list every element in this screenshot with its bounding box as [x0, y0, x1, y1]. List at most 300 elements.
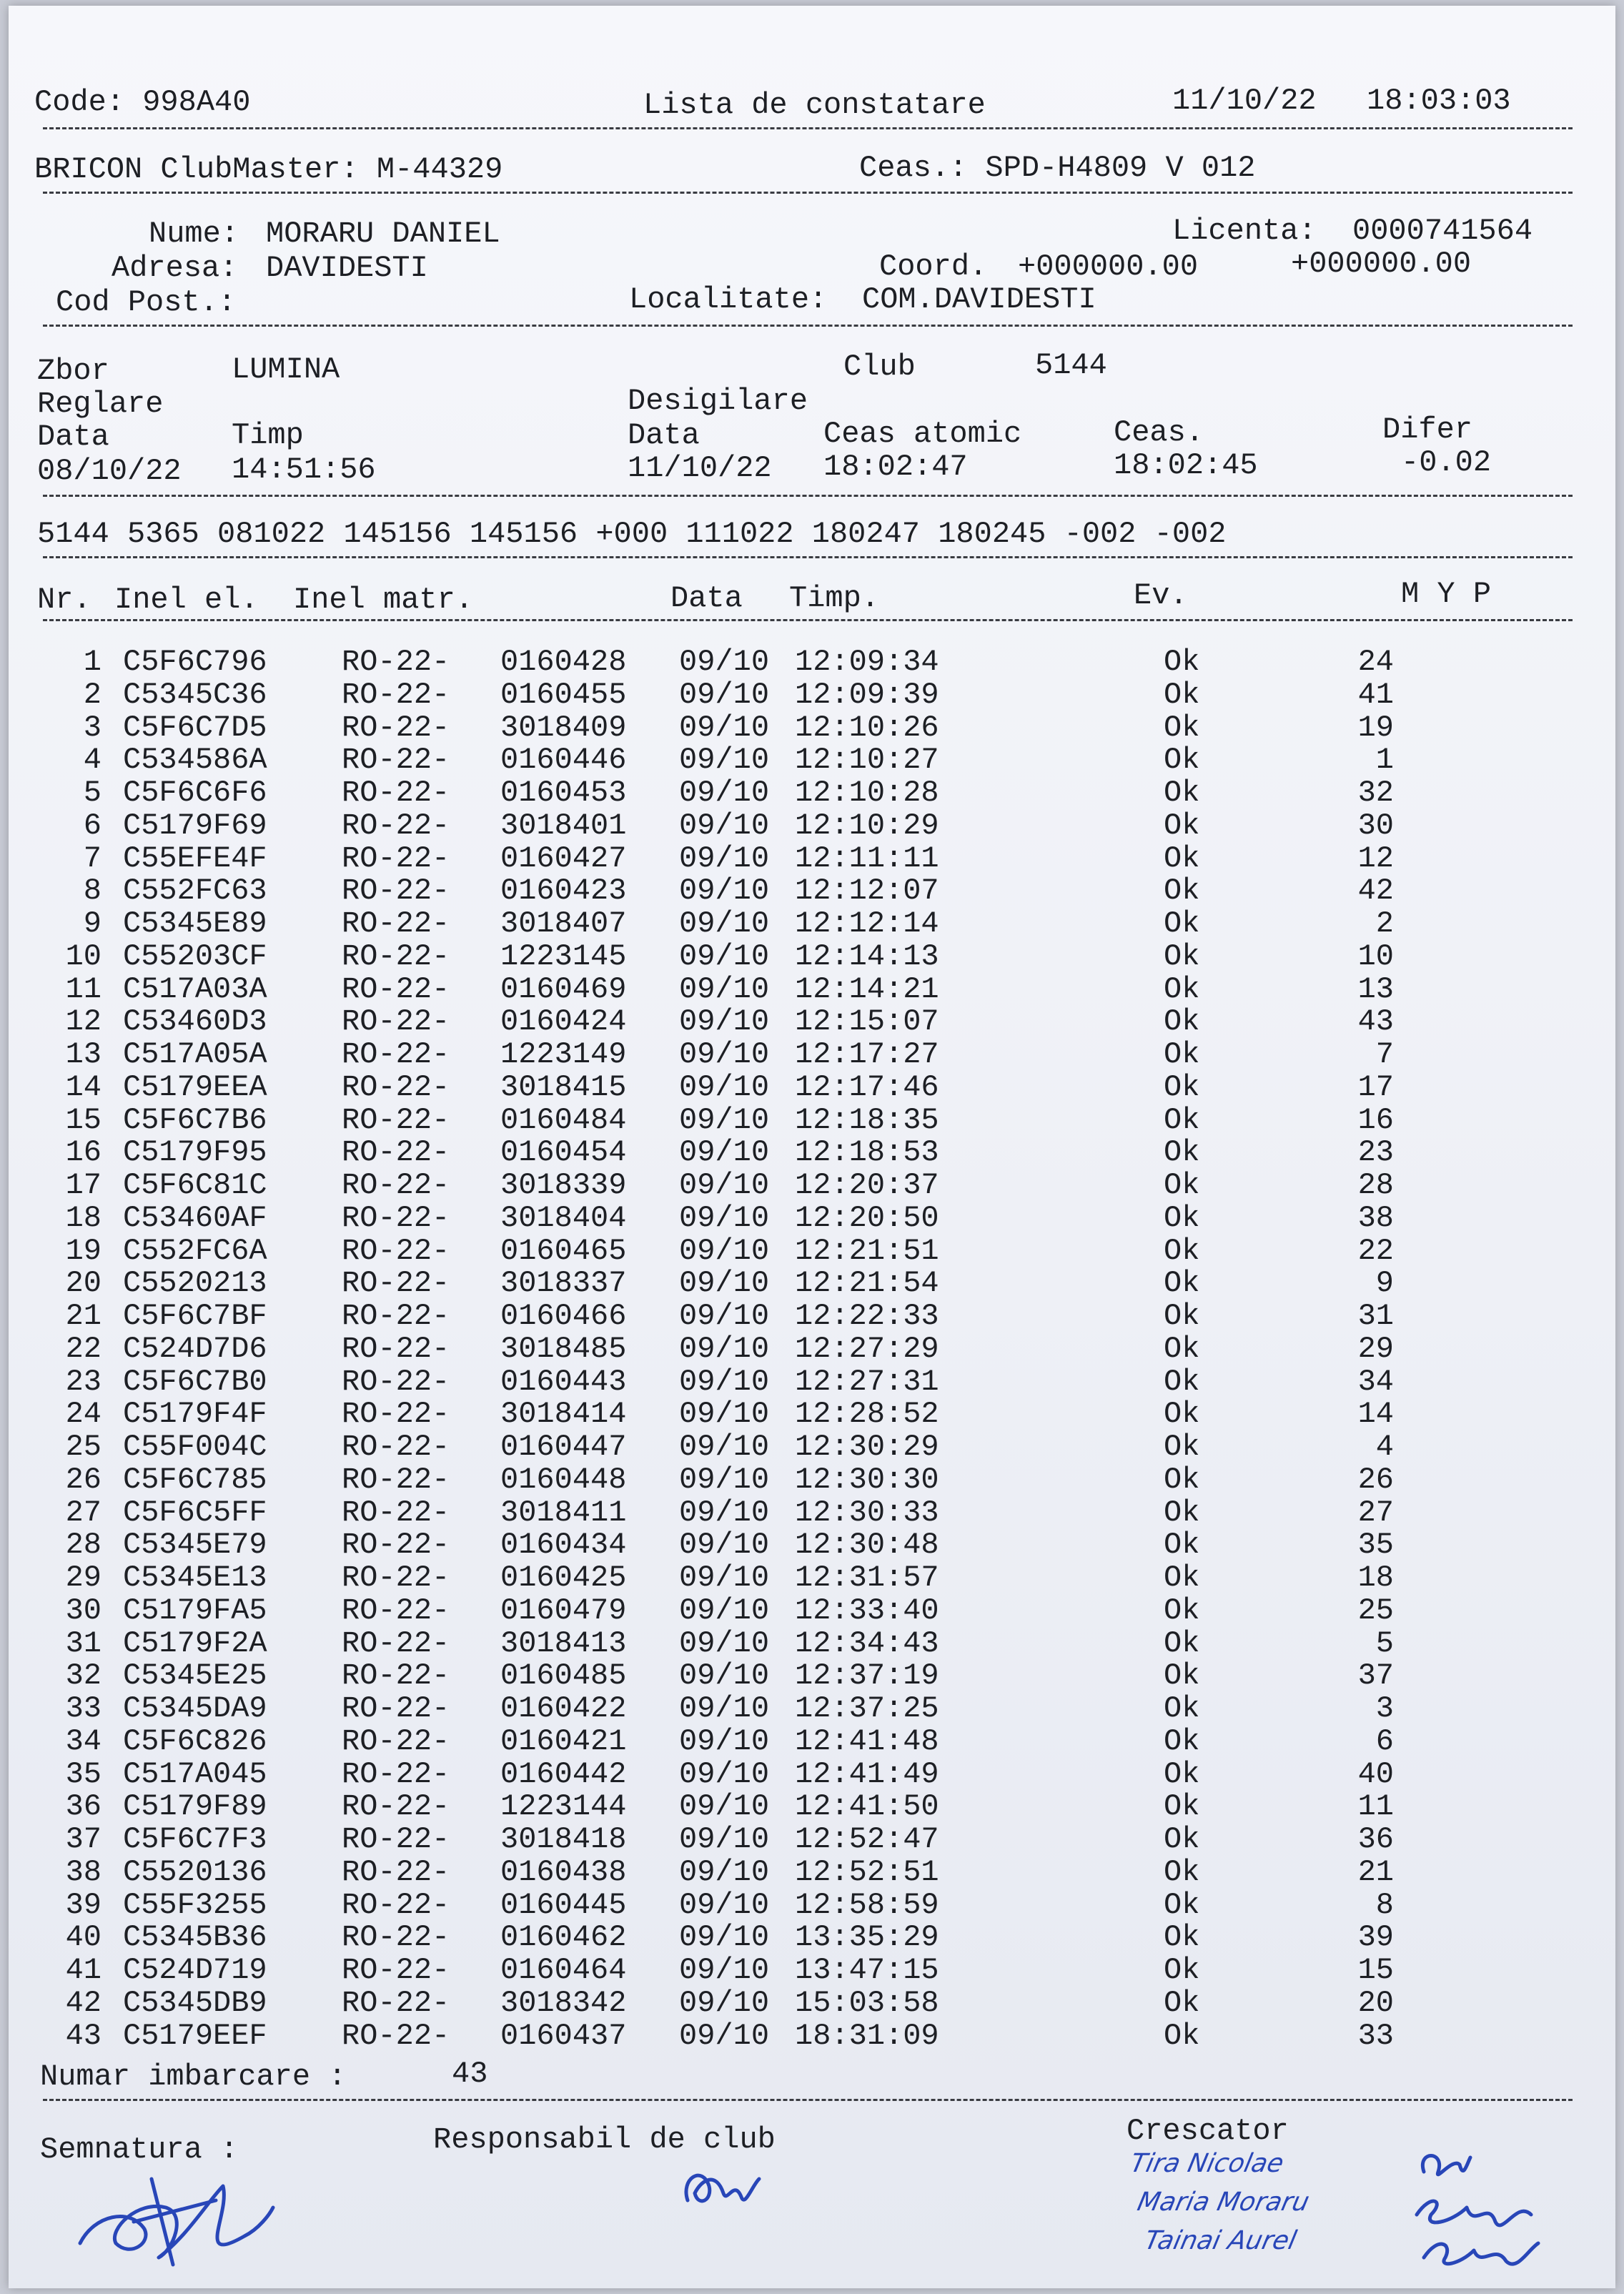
ring-number: 3018485 [500, 1331, 627, 1366]
arrival-date: 09/10 [679, 1331, 770, 1366]
position: 26 [1357, 1462, 1394, 1497]
ring-prefix: RO-22- [342, 1004, 450, 1039]
arrival-date: 09/10 [679, 939, 770, 974]
ring-prefix: RO-22- [342, 1331, 450, 1366]
table-row [43, 678, 1472, 711]
arrival-date: 09/10 [679, 1985, 770, 2020]
event-status: Ok [1164, 1299, 1200, 1333]
arrival-time: 12:37:25 [795, 1691, 939, 1726]
position: 24 [1357, 645, 1394, 679]
position: 29 [1357, 1331, 1394, 1366]
ring-number: 3018339 [500, 1168, 627, 1202]
separator [43, 127, 1573, 129]
table-row [43, 1333, 1472, 1365]
ring-number: 3018401 [500, 808, 627, 843]
arrival-time: 13:47:15 [795, 1953, 939, 1987]
ring-electronic: C5179FA5 [123, 1593, 267, 1628]
ring-prefix: RO-22- [342, 1135, 450, 1170]
ring-electronic: C5520213 [123, 1266, 267, 1301]
ring-prefix: RO-22- [342, 1854, 450, 1889]
separator [43, 619, 1573, 621]
event-status: Ok [1164, 1953, 1200, 1987]
ring-prefix: RO-22- [342, 1691, 450, 1726]
ring-electronic: C55F004C [123, 1430, 267, 1464]
printed-sheet [9, 6, 1615, 2288]
table-row [43, 1659, 1472, 1692]
ring-electronic: C5F6C7B6 [123, 1102, 267, 1137]
table-row [43, 646, 1472, 678]
event-status: Ok [1164, 1168, 1200, 1202]
position: 1 [1375, 743, 1394, 778]
ring-prefix: RO-22- [342, 1462, 450, 1497]
row-number: 30 [65, 1593, 102, 1628]
ring-prefix: RO-22- [342, 1168, 450, 1202]
arrival-time: 12:30:29 [795, 1430, 939, 1464]
ring-prefix: RO-22- [342, 874, 450, 909]
arrival-date: 09/10 [679, 1397, 770, 1432]
table-row [43, 1005, 1472, 1038]
table-row [43, 1528, 1472, 1561]
ring-electronic: C552FC6A [123, 1233, 267, 1268]
ring-electronic: C524D719 [123, 1953, 267, 1987]
table-row [43, 1790, 1472, 1823]
ring-electronic: C55F3255 [123, 1887, 267, 1922]
arrival-date: 09/10 [679, 1168, 770, 1202]
arrival-time: 12:09:39 [795, 677, 939, 712]
ring-prefix: RO-22- [342, 1887, 450, 1922]
ring-number: 0160448 [500, 1462, 627, 1497]
col-header-data: Data [670, 581, 743, 615]
position: 33 [1357, 2018, 1394, 2053]
position: 10 [1357, 939, 1394, 974]
print-time: 18:03:03 [1367, 84, 1511, 118]
witness-name: Tainai Aurel [1142, 2226, 1299, 2255]
arrival-time: 12:20:50 [795, 1200, 939, 1235]
ring-number: 0160453 [500, 776, 627, 810]
row-number: 41 [65, 1953, 102, 1987]
arrival-date: 09/10 [679, 874, 770, 909]
arrival-time: 12:09:34 [795, 645, 939, 679]
event-status: Ok [1164, 1887, 1200, 1922]
event-status: Ok [1164, 1756, 1200, 1791]
event-status: Ok [1164, 710, 1200, 745]
row-number: 28 [65, 1528, 102, 1563]
ring-number: 1223149 [500, 1037, 627, 1072]
event-status: Ok [1164, 874, 1200, 909]
table-row [43, 842, 1472, 875]
row-number: 1 [83, 645, 102, 679]
ring-number: 0160464 [500, 1953, 627, 1987]
arrival-time: 12:21:51 [795, 1233, 939, 1268]
position: 43 [1357, 1004, 1394, 1039]
arrival-time: 12:41:50 [795, 1789, 939, 1824]
codpost-label: Cod Post.: [56, 285, 237, 320]
ring-prefix: RO-22- [342, 2018, 450, 2053]
owner-name: MORARU DANIEL [266, 217, 500, 251]
ring-prefix: RO-22- [342, 1789, 450, 1824]
ring-number: 0160485 [500, 1658, 627, 1694]
table-row [43, 1300, 1472, 1333]
event-status: Ok [1164, 1920, 1200, 1955]
table-row [43, 1169, 1472, 1202]
event-status: Ok [1164, 1822, 1200, 1857]
ring-prefix: RO-22- [342, 939, 450, 974]
ring-electronic: C5345E13 [123, 1561, 267, 1595]
position: 15 [1357, 1953, 1394, 1987]
table-row [43, 874, 1472, 907]
ceas-atomic-label: Ceas atomic [823, 417, 1022, 451]
row-number: 21 [65, 1299, 102, 1333]
row-number: 9 [83, 906, 102, 941]
position: 37 [1357, 1658, 1394, 1694]
arrival-time: 12:41:49 [795, 1756, 939, 1791]
event-status: Ok [1164, 776, 1200, 810]
ring-number: 0160479 [500, 1593, 627, 1628]
ring-prefix: RO-22- [342, 1593, 450, 1628]
arrival-time: 12:12:07 [795, 874, 939, 909]
ring-number: 0160428 [500, 645, 627, 679]
separator [43, 192, 1573, 194]
row-number: 23 [65, 1364, 102, 1399]
arrival-time: 15:03:58 [795, 1985, 939, 2020]
arrival-date: 09/10 [679, 1626, 770, 1661]
separator [43, 2099, 1573, 2101]
row-number: 8 [83, 874, 102, 909]
ring-electronic: C5179F2A [123, 1626, 267, 1661]
event-status: Ok [1164, 1528, 1200, 1563]
table-row [43, 1561, 1472, 1594]
position: 27 [1357, 1495, 1394, 1530]
position: 40 [1357, 1756, 1394, 1791]
ring-prefix: RO-22- [342, 1299, 450, 1333]
position: 12 [1357, 841, 1394, 876]
ring-electronic: C53460AF [123, 1200, 267, 1235]
arrival-date: 09/10 [679, 2018, 770, 2053]
table-row [43, 1038, 1472, 1071]
table-row [43, 1921, 1472, 1954]
arrival-time: 13:35:29 [795, 1920, 939, 1955]
ring-electronic: C5F6C7B0 [123, 1364, 267, 1399]
event-status: Ok [1164, 1233, 1200, 1268]
clock-id: Ceas.: SPD-H4809 V 012 [859, 151, 1256, 185]
arrival-time: 12:28:52 [795, 1397, 939, 1432]
arrival-date: 09/10 [679, 1495, 770, 1530]
ring-number: 0160445 [500, 1887, 627, 1922]
table-row [43, 1136, 1472, 1169]
event-status: Ok [1164, 841, 1200, 876]
table-row [43, 907, 1472, 940]
desigilare-data: 11/10/22 [628, 451, 772, 485]
ring-number: 0160466 [500, 1299, 627, 1333]
arrival-time: 12:30:33 [795, 1495, 939, 1530]
table-row [43, 1365, 1472, 1398]
separator [43, 556, 1573, 558]
row-number: 18 [65, 1200, 102, 1235]
position: 3 [1375, 1691, 1394, 1726]
table-row [43, 1594, 1472, 1627]
position: 16 [1357, 1102, 1394, 1137]
arrival-date: 09/10 [679, 1854, 770, 1889]
row-number: 20 [65, 1266, 102, 1301]
arrival-time: 12:52:47 [795, 1822, 939, 1857]
arrival-date: 09/10 [679, 1724, 770, 1759]
ring-number: 0160442 [500, 1756, 627, 1791]
reglare-timp: 14:51:56 [232, 453, 376, 487]
arrival-date: 09/10 [679, 1299, 770, 1333]
position: 7 [1375, 1037, 1394, 1072]
witness-name: Tira Nicolae [1127, 2149, 1287, 2178]
ring-number: 1223145 [500, 939, 627, 974]
col-header-inel-matr: Inel matr. [293, 583, 474, 617]
ring-electronic: C5345C36 [123, 677, 267, 712]
arrival-date: 09/10 [679, 1135, 770, 1170]
event-status: Ok [1164, 972, 1200, 1007]
ring-prefix: RO-22- [342, 1626, 450, 1661]
table-row [43, 1071, 1472, 1104]
table-row [43, 1856, 1472, 1889]
arrival-time: 12:18:53 [795, 1135, 939, 1170]
row-number: 5 [83, 776, 102, 810]
ring-electronic: C5F6C7F3 [123, 1822, 267, 1857]
ring-number: 0160438 [500, 1854, 627, 1889]
ring-electronic: C5345E25 [123, 1658, 267, 1694]
arrival-date: 09/10 [679, 1364, 770, 1399]
event-status: Ok [1164, 1462, 1200, 1497]
reglare-data: 08/10/22 [37, 454, 182, 488]
arrival-time: 12:34:43 [795, 1626, 939, 1661]
table-row [43, 1202, 1472, 1235]
ring-prefix: RO-22- [342, 645, 450, 679]
ring-prefix: RO-22- [342, 1953, 450, 1987]
position: 32 [1357, 776, 1394, 810]
ring-number: 0160462 [500, 1920, 627, 1955]
row-number: 38 [65, 1854, 102, 1889]
arrival-time: 12:27:31 [795, 1364, 939, 1399]
arrival-time: 12:30:48 [795, 1528, 939, 1563]
ring-electronic: C55203CF [123, 939, 267, 974]
row-number: 40 [65, 1920, 102, 1955]
event-status: Ok [1164, 1985, 1200, 2020]
event-status: Ok [1164, 1724, 1200, 1759]
ring-prefix: RO-22- [342, 1920, 450, 1955]
row-number: 22 [65, 1331, 102, 1366]
arrival-time: 12:21:54 [795, 1266, 939, 1301]
position: 39 [1357, 1920, 1394, 1955]
table-row [43, 1235, 1472, 1267]
col-header-nr: Nr. [37, 583, 91, 617]
ring-number: 3018407 [500, 906, 627, 941]
ring-number: 0160484 [500, 1102, 627, 1137]
arrival-time: 12:15:07 [795, 1004, 939, 1039]
position: 25 [1357, 1593, 1394, 1628]
arrival-date: 09/10 [679, 1069, 770, 1104]
ring-electronic: C5345B36 [123, 1920, 267, 1955]
coord-x: +000000.00 [1018, 249, 1199, 284]
arrival-time: 12:52:51 [795, 1854, 939, 1889]
ring-electronic: C53460D3 [123, 1004, 267, 1039]
event-status: Ok [1164, 1789, 1200, 1824]
arrival-date: 09/10 [679, 1822, 770, 1857]
arrival-time: 12:18:35 [795, 1102, 939, 1137]
row-number: 35 [65, 1756, 102, 1791]
ring-number: 3018415 [500, 1069, 627, 1104]
zbor-label: Zbor [37, 354, 109, 388]
ceas-label: Ceas. [1114, 415, 1204, 450]
table-row [43, 1725, 1472, 1758]
table-row [43, 2019, 1472, 2052]
table-row [43, 1430, 1472, 1463]
ring-number: 3018337 [500, 1266, 627, 1301]
club-value: 5144 [1035, 348, 1107, 382]
ring-electronic: C5F6C7BF [123, 1299, 267, 1333]
event-status: Ok [1164, 645, 1200, 679]
event-status: Ok [1164, 1102, 1200, 1137]
event-status: Ok [1164, 1854, 1200, 1889]
position: 21 [1357, 1854, 1394, 1889]
table-row [43, 1954, 1472, 1987]
event-status: Ok [1164, 1331, 1200, 1366]
table-row [43, 743, 1472, 776]
adresa-label: Adresa: [112, 251, 238, 285]
position: 34 [1357, 1364, 1394, 1399]
separator [43, 325, 1573, 327]
licenta-label: Licenta: [1172, 214, 1317, 248]
reglare-timp-label: Timp [232, 418, 304, 453]
adresa-value: DAVIDESTI [266, 251, 428, 285]
table-row [43, 973, 1472, 1006]
row-number: 7 [83, 841, 102, 876]
crescator-label: Crescator [1127, 2114, 1289, 2148]
arrival-date: 09/10 [679, 1756, 770, 1791]
arrival-time: 12:10:26 [795, 710, 939, 745]
arrival-date: 09/10 [679, 972, 770, 1007]
event-status: Ok [1164, 939, 1200, 974]
arrival-time: 12:58:59 [795, 1887, 939, 1922]
ring-prefix: RO-22- [342, 808, 450, 843]
arrival-date: 09/10 [679, 1200, 770, 1235]
ring-electronic: C5345E89 [123, 906, 267, 941]
arrival-date: 09/10 [679, 1593, 770, 1628]
ring-number: 0160437 [500, 2018, 627, 2053]
ring-prefix: RO-22- [342, 1397, 450, 1432]
imbarcare-label: Numar imbarcare : [40, 2060, 347, 2094]
arrival-date: 09/10 [679, 710, 770, 745]
position: 36 [1357, 1822, 1394, 1857]
event-status: Ok [1164, 1200, 1200, 1235]
row-number: 29 [65, 1561, 102, 1595]
arrival-date: 09/10 [679, 1691, 770, 1726]
ring-number: 3018404 [500, 1200, 627, 1235]
position: 14 [1357, 1397, 1394, 1432]
ring-prefix: RO-22- [342, 776, 450, 810]
row-number: 27 [65, 1495, 102, 1530]
ring-number: 3018411 [500, 1495, 627, 1530]
ring-electronic: C524D7D6 [123, 1331, 267, 1366]
ring-prefix: RO-22- [342, 906, 450, 941]
ring-electronic: C5F6C785 [123, 1462, 267, 1497]
arrival-time: 12:31:57 [795, 1561, 939, 1595]
ring-number: 3018409 [500, 710, 627, 745]
event-status: Ok [1164, 1626, 1200, 1661]
position: 35 [1357, 1528, 1394, 1563]
position: 28 [1357, 1168, 1394, 1202]
table-row [43, 776, 1472, 809]
zbor-value: LUMINA [232, 352, 340, 387]
semnatura-label: Semnatura : [40, 2132, 239, 2167]
arrival-date: 09/10 [679, 645, 770, 679]
arrival-date: 09/10 [679, 1102, 770, 1137]
event-status: Ok [1164, 1658, 1200, 1694]
ceas-atomic-value: 18:02:47 [823, 450, 968, 484]
ring-prefix: RO-22- [342, 1233, 450, 1268]
table-row [43, 1398, 1472, 1430]
club-signature [673, 2157, 773, 2222]
arrivals-table [43, 646, 1472, 2061]
row-number: 14 [65, 1069, 102, 1104]
row-number: 13 [65, 1037, 102, 1072]
row-number: 17 [65, 1168, 102, 1202]
col-header-ev: Ev. [1134, 578, 1188, 613]
arrival-time: 12:17:46 [795, 1069, 939, 1104]
ring-number: 0160422 [500, 1691, 627, 1726]
table-row [43, 1987, 1472, 2019]
code-label: Code: 998A40 [34, 85, 251, 119]
arrival-date: 09/10 [679, 1266, 770, 1301]
row-number: 25 [65, 1430, 102, 1464]
ring-electronic: C5F6C7D5 [123, 710, 267, 745]
position: 11 [1357, 1789, 1394, 1824]
row-number: 19 [65, 1233, 102, 1268]
ring-number: 0160443 [500, 1364, 627, 1399]
nume-label: Nume: [149, 217, 239, 251]
arrival-time: 18:31:09 [795, 2018, 939, 2053]
ring-prefix: RO-22- [342, 1069, 450, 1104]
event-status: Ok [1164, 1430, 1200, 1464]
event-status: Ok [1164, 1561, 1200, 1595]
ring-number: 0160434 [500, 1528, 627, 1563]
position: 4 [1375, 1430, 1394, 1464]
event-status: Ok [1164, 1135, 1200, 1170]
position: 41 [1357, 677, 1394, 712]
row-number: 43 [65, 2018, 102, 2053]
localitate-label: Localitate: [629, 282, 828, 317]
arrival-date: 09/10 [679, 743, 770, 778]
event-status: Ok [1164, 1037, 1200, 1072]
event-status: Ok [1164, 1691, 1200, 1726]
ring-prefix: RO-22- [342, 677, 450, 712]
row-number: 42 [65, 1985, 102, 2020]
separator [43, 495, 1573, 497]
row-number: 15 [65, 1102, 102, 1137]
table-row [43, 1627, 1472, 1660]
ring-prefix: RO-22- [342, 1985, 450, 2020]
ring-electronic: C517A045 [123, 1756, 267, 1791]
arrival-date: 09/10 [679, 1953, 770, 1987]
arrival-date: 09/10 [679, 1528, 770, 1563]
coord-label: Coord. [879, 249, 988, 284]
ring-electronic: C534586A [123, 743, 267, 778]
signature-drawing [66, 2157, 280, 2279]
row-number: 11 [65, 972, 102, 1007]
event-status: Ok [1164, 906, 1200, 941]
club-label: Club [843, 350, 916, 384]
position: 8 [1375, 1887, 1394, 1922]
col-header-timp: Timp. [789, 581, 880, 615]
row-number: 3 [83, 710, 102, 745]
arrival-date: 09/10 [679, 841, 770, 876]
position: 9 [1375, 1266, 1394, 1301]
ring-electronic: C5F6C796 [123, 645, 267, 679]
